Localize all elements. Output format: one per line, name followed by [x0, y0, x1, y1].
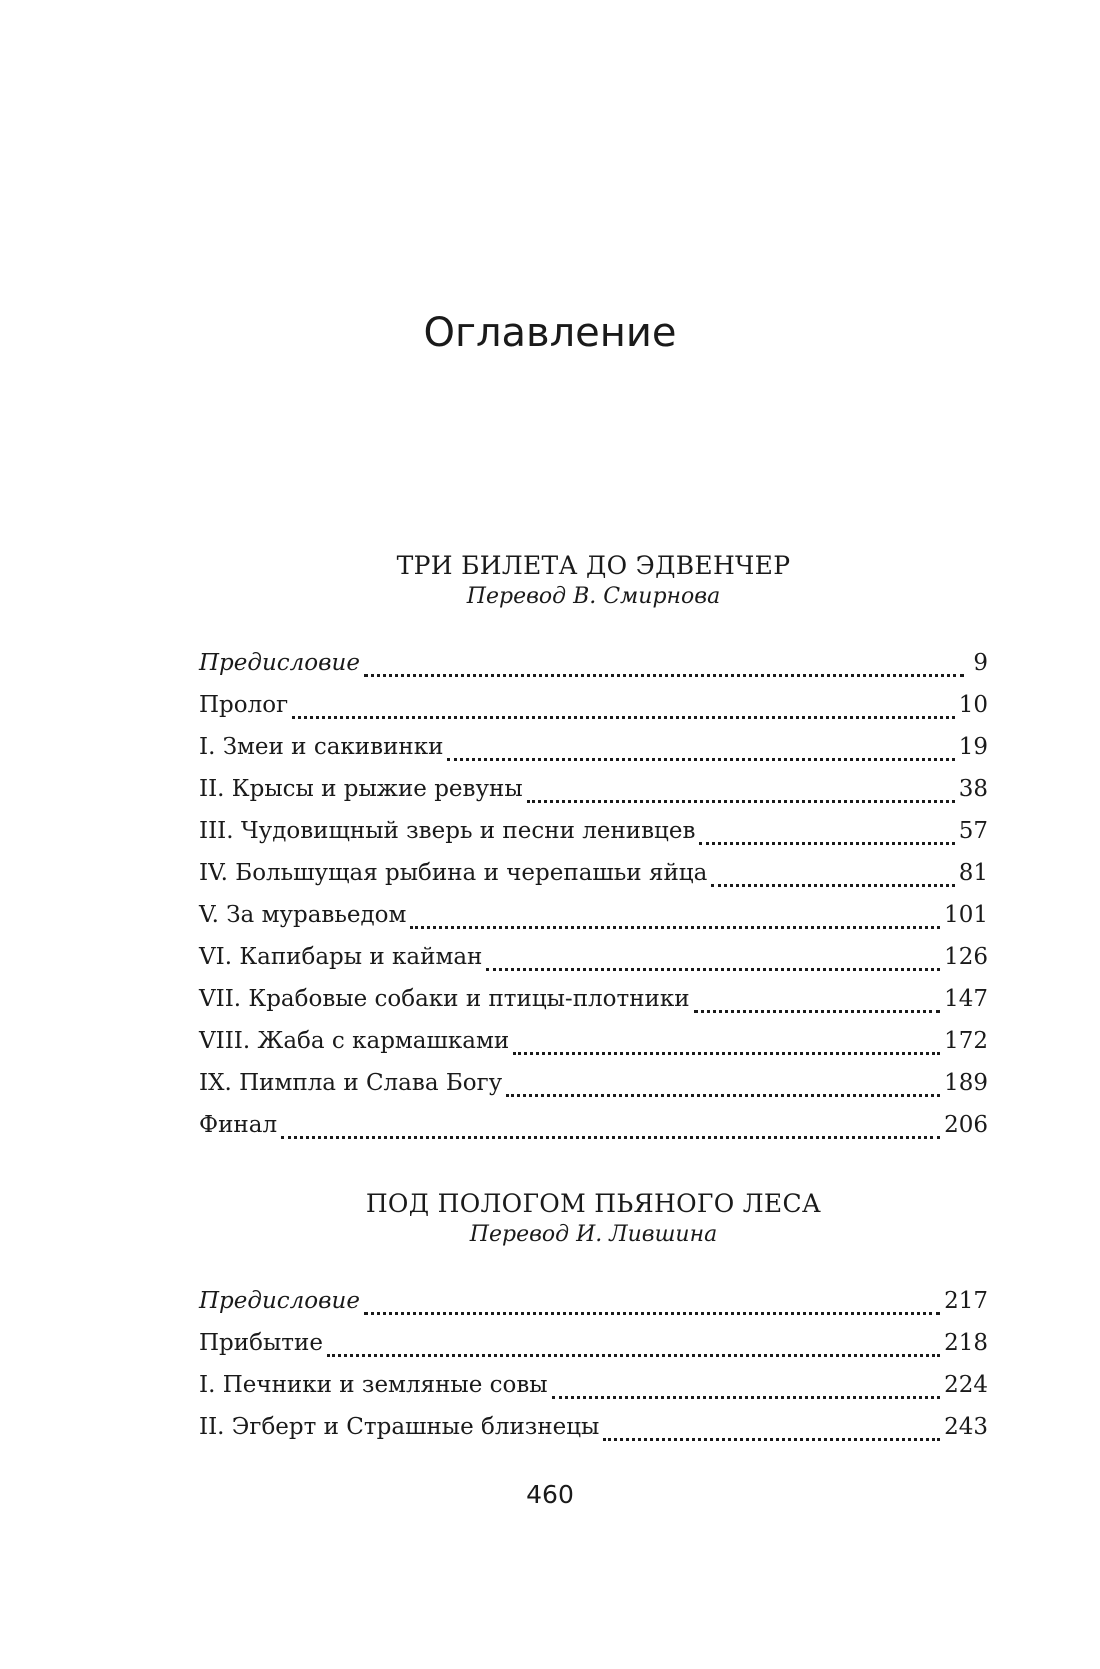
entry-page: 10	[958, 692, 988, 718]
entry-label: I. Печники и земляные совы	[199, 1372, 548, 1398]
page-title: Оглавление	[423, 310, 677, 356]
toc-entry[interactable]	[199, 726, 988, 768]
entry-page: 81	[958, 860, 988, 886]
entry-page: 218	[944, 1330, 988, 1356]
toc-entry[interactable]	[199, 810, 988, 852]
toc-entry[interactable]	[199, 768, 988, 810]
toc-section-1	[199, 550, 988, 1146]
entry-label: IX. Пимпла и Слава Богу	[199, 1070, 503, 1096]
toc-section-2	[199, 1188, 988, 1448]
leader-dots	[364, 1312, 940, 1315]
entry-label: V. За муравьедом	[199, 902, 407, 928]
entry-page: 189	[944, 1070, 988, 1096]
toc-entry[interactable]	[199, 936, 988, 978]
toc-entry[interactable]	[199, 684, 988, 726]
entry-label: Финал	[199, 1112, 278, 1138]
entry-page: 206	[944, 1112, 988, 1138]
entry-page: 9	[973, 650, 988, 676]
entry-label: VI. Капибары и кайман	[199, 944, 483, 970]
leader-dots	[711, 884, 954, 887]
entry-label: II. Крысы и рыжие ревуны	[199, 776, 523, 802]
leader-dots	[506, 1094, 940, 1097]
entry-page: 126	[944, 944, 988, 970]
toc-entry[interactable]	[199, 1322, 988, 1364]
section-title: ПОД ПОЛОГОМ ПЬЯНОГО ЛЕСА	[365, 1189, 822, 1218]
entry-label: Пролог	[199, 692, 289, 718]
leader-dots	[699, 842, 954, 845]
leader-dots	[292, 716, 955, 719]
leader-dots	[527, 800, 955, 803]
entry-page: 224	[944, 1372, 988, 1398]
toc-entry[interactable]	[199, 852, 988, 894]
toc-entry[interactable]	[199, 1280, 988, 1322]
entry-label: III. Чудовищный зверь и песни ленивцев	[199, 818, 696, 844]
entry-page: 57	[958, 818, 988, 844]
leader-dots	[364, 674, 964, 677]
entry-page: 38	[958, 776, 988, 802]
toc-entry[interactable]	[199, 1104, 988, 1146]
page-number: 460	[526, 1480, 574, 1509]
toc-entry[interactable]	[199, 894, 988, 936]
toc-entry[interactable]	[199, 1062, 988, 1104]
leader-dots	[410, 926, 940, 929]
entry-label: II. Эгберт и Страшные близнецы	[199, 1414, 600, 1440]
section-title: ТРИ БИЛЕТА ДО ЭДВЕНЧЕР	[396, 551, 791, 580]
leader-dots	[552, 1396, 940, 1399]
entry-label: VIII. Жаба с кармашками	[199, 1028, 510, 1054]
toc-entry[interactable]	[199, 1364, 988, 1406]
leader-dots	[513, 1052, 940, 1055]
entry-label: Прибытие	[199, 1330, 323, 1356]
entry-page: 243	[944, 1414, 988, 1440]
leader-dots	[486, 968, 940, 971]
toc-entry[interactable]	[199, 642, 988, 684]
entry-page: 172	[944, 1028, 988, 1054]
toc-entry[interactable]	[199, 1020, 988, 1062]
entry-label: I. Змеи и сакивинки	[199, 734, 444, 760]
toc-list	[199, 1280, 988, 1448]
entry-label: IV. Большущая рыбина и черепашьи яйца	[199, 860, 708, 886]
entry-label: Предисловие	[199, 1288, 360, 1314]
section-translator: Перевод В. Смирнова	[466, 584, 721, 609]
entry-page: 101	[944, 902, 988, 928]
entry-label: Предисловие	[199, 650, 360, 676]
section-translator: Перевод И. Лившина	[469, 1222, 718, 1247]
entry-page: 147	[944, 986, 988, 1012]
entry-label: VII. Крабовые собаки и птицы-плотники	[199, 986, 690, 1012]
toc-entry[interactable]	[199, 978, 988, 1020]
leader-dots	[327, 1354, 940, 1357]
entry-page: 19	[958, 734, 988, 760]
entry-page: 217	[944, 1288, 988, 1314]
leader-dots	[694, 1010, 941, 1013]
toc-entry[interactable]	[199, 1406, 988, 1448]
toc-list	[199, 642, 988, 1146]
leader-dots	[281, 1136, 940, 1139]
leader-dots	[603, 1438, 940, 1441]
leader-dots	[447, 758, 954, 761]
